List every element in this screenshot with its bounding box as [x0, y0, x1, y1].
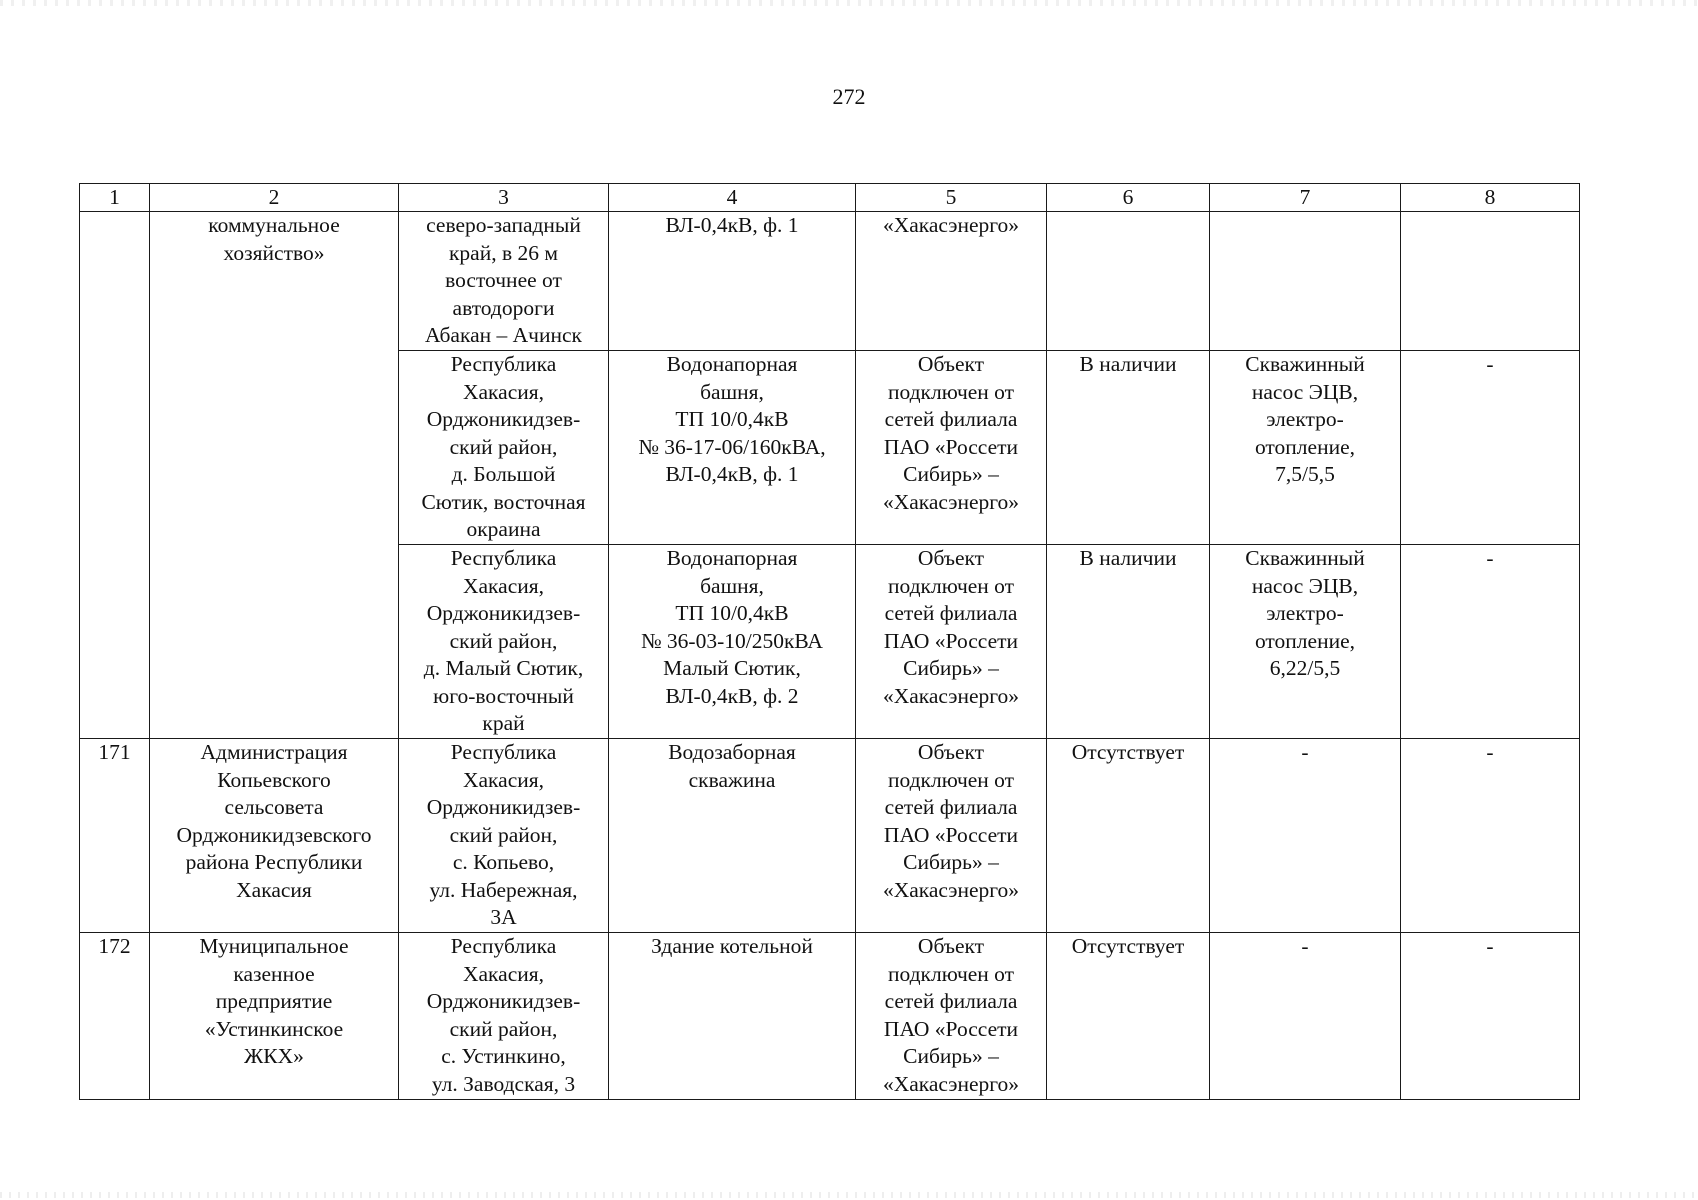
table-row — [80, 933, 1580, 1100]
organization-cell: Администрация Копьевского сельсовета Орджоникидзевского района Республики Хакасия — [150, 739, 399, 933]
header-cell-2: 2 — [150, 184, 399, 212]
address-cell: Республика Хакасия, Орджоникидзев- ский район, с. Устинкино, ул. Заводская, 3 — [399, 933, 609, 1100]
equipment-cell: Скважинный насос ЭЦВ, электро- отопление, 6,22/5,5 — [1210, 545, 1401, 739]
header-cell-7: 7 — [1210, 184, 1401, 212]
header-cell-4: 4 — [609, 184, 856, 212]
page-number: 272 — [832, 84, 866, 109]
equipment-cell: - — [1210, 933, 1401, 1100]
row-number-cell: 171 — [80, 739, 150, 933]
header-cell-5: 5 — [856, 184, 1047, 212]
organization-cell: Муниципальное казенное предприятие «Устинкинское ЖКХ» — [150, 933, 399, 1100]
col8-cell — [1401, 212, 1580, 351]
table-header-row — [80, 184, 1580, 212]
organization-cell: коммунальное хозяйство» — [150, 212, 399, 739]
availability-cell: Отсутствует — [1047, 933, 1210, 1100]
object-cell: ВЛ-0,4кВ, ф. 1 — [609, 212, 856, 351]
col8-cell: - — [1401, 739, 1580, 933]
data-table — [79, 183, 1580, 1100]
object-cell: Водозаборная скважина — [609, 739, 856, 933]
scan-edge-top — [0, 0, 1698, 6]
address-cell: северо-западный край, в 26 м восточнее от автодороги Абакан – Ачинск — [399, 212, 609, 351]
connection-cell: «Хакасэнерго» — [856, 212, 1047, 351]
header-cell-6: 6 — [1047, 184, 1210, 212]
connection-cell: Объект подключен от сетей филиала ПАО «Россети Сибирь» – «Хакасэнерго» — [856, 545, 1047, 739]
col8-cell: - — [1401, 545, 1580, 739]
header-cell-3: 3 — [399, 184, 609, 212]
object-cell: Водонапорная башня, ТП 10/0,4кВ № 36-17-06/160кВА, ВЛ-0,4кВ, ф. 1 — [609, 351, 856, 545]
scan-edge-bottom — [0, 1192, 1698, 1198]
row-number-cell: 172 — [80, 933, 150, 1100]
equipment-cell: Скважинный насос ЭЦВ, электро- отопление, 7,5/5,5 — [1210, 351, 1401, 545]
address-cell: Республика Хакасия, Орджоникидзев- ский район, д. Большой Сютик, восточная окраина — [399, 351, 609, 545]
table-row — [80, 212, 1580, 351]
availability-cell: Отсутствует — [1047, 739, 1210, 933]
table-row — [80, 739, 1580, 933]
availability-cell: В наличии — [1047, 351, 1210, 545]
object-cell: Водонапорная башня, ТП 10/0,4кВ № 36-03-10/250кВА Малый Сютик, ВЛ-0,4кВ, ф. 2 — [609, 545, 856, 739]
connection-cell: Объект подключен от сетей филиала ПАО «Россети Сибирь» – «Хакасэнерго» — [856, 351, 1047, 545]
header-cell-1: 1 — [80, 184, 150, 212]
object-cell: Здание котельной — [609, 933, 856, 1100]
equipment-cell: - — [1210, 739, 1401, 933]
address-cell: Республика Хакасия, Орджоникидзев- ский район, с. Копьево, ул. Набережная, 3А — [399, 739, 609, 933]
row-number-cell — [80, 212, 150, 739]
connection-cell: Объект подключен от сетей филиала ПАО «Россети Сибирь» – «Хакасэнерго» — [856, 739, 1047, 933]
col8-cell: - — [1401, 351, 1580, 545]
availability-cell — [1047, 212, 1210, 351]
availability-cell: В наличии — [1047, 545, 1210, 739]
col8-cell: - — [1401, 933, 1580, 1100]
address-cell: Республика Хакасия, Орджоникидзев- ский район, д. Малый Сютик, юго-восточный край — [399, 545, 609, 739]
equipment-cell — [1210, 212, 1401, 351]
header-cell-8: 8 — [1401, 184, 1580, 212]
connection-cell: Объект подключен от сетей филиала ПАО «Россети Сибирь» – «Хакасэнерго» — [856, 933, 1047, 1100]
